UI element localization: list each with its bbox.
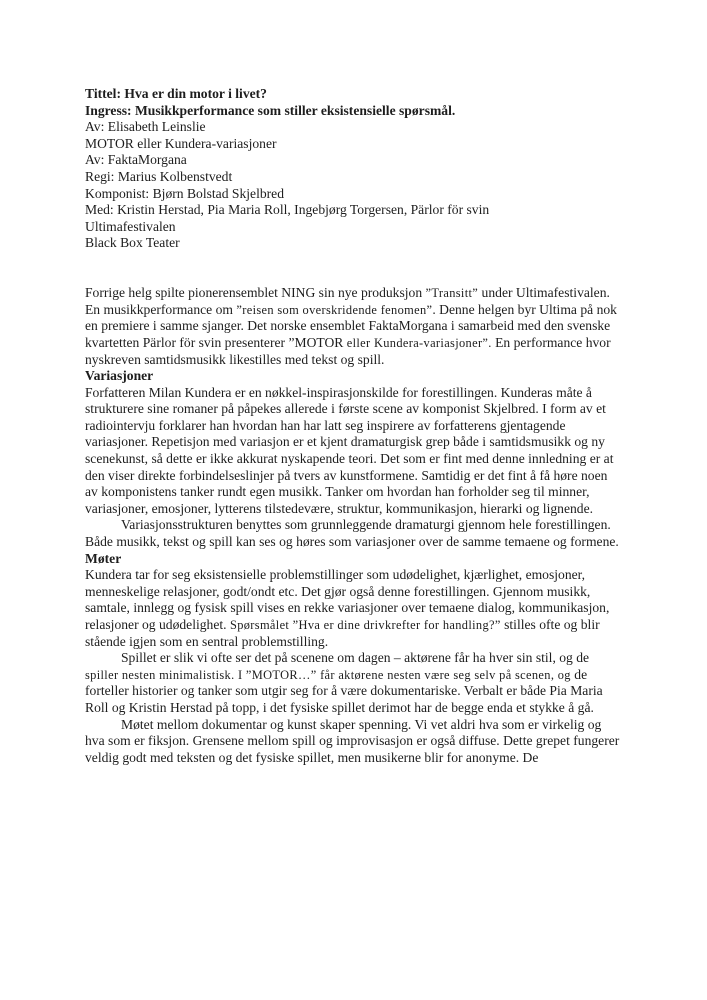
text-run: under Ultimafestivalen. En musikkperformance om <box>85 285 610 317</box>
document-title: Tittel: Hva er din motor i livet? <box>85 86 267 101</box>
credit-line-venue: Black Box Teater <box>85 235 180 251</box>
credit-line-company: Av: FaktaMorgana <box>85 152 187 168</box>
credit-line-director: Regi: Marius Kolbenstvedt <box>85 168 233 184</box>
paragraph-moter-3 <box>85 717 623 767</box>
document-ingress: Ingress: Musikkperformance som stiller eksistensielle spørsmål. <box>85 102 456 118</box>
text-run: Variasjonsstrukturen benyttes som grunnleggende dramaturgi gjennom hele forestillingen. Både musikk, tekst og spill kan ses og høres som variasjoner over de samme temaene og formene. <box>85 517 619 550</box>
credit-line-performers: Med: Kristin Herstad, Pia Maria Roll, Ingebjørg Torgersen, Pärlor för svin <box>85 202 490 218</box>
paragraph-moter-1 <box>85 567 623 650</box>
credit-line-composer: Komponist: Bjørn Bolstad Skjelbred <box>85 185 284 201</box>
text-run: de forteller historier og tanker som utgir seg for å være dokumentariske. Verbalt er både Pia Maria Roll og Kristin Herstad på topp, i det fysiske spillet derimot har de begge enda et stykke å gå. <box>85 666 603 715</box>
credits-block <box>85 136 623 252</box>
text-run: . Denne helgen byr Ultima på nok en premiere i samme sjanger. Det norske ensemblet FaktaMorgana i samarbeid med den svenske kvartetten Pärlor för svin presenterer ”MOTOR <box>85 301 617 350</box>
text-run: Kundera tar for seg eksistensielle problemstillinger som udødelighet, kjærlighet, emosjoner, menneskelige relasjoner, godt/ondt etc. Det gjør også denne forestillingen. Gjennom musikk, samtale, innlegg og fysisk spill vises en rekke variasjoner over temaene dialog, kommunikasjon, relasjoner og udødelighet. <box>85 567 610 632</box>
document-byline: Av: Elisabeth Leinslie <box>85 119 206 135</box>
section-heading-variasjoner: Variasjoner <box>85 368 154 384</box>
text-run: stilles ofte og blir stående igjen som en sentral problemstilling. <box>85 617 600 649</box>
text-run: Møtet mellom dokumentar og kunst skaper spenning. Vi vet aldri hva som er virkelig og hva som er fiksjon. Grensene mellom spill og improvisasjon er også diffuse. Dette grepet fungerer veldig godt med teksten og det fysiske spillet, men musikerne blir for anonyme. De <box>85 716 620 765</box>
text-run: Spillet er slik vi ofte ser det på scenene om dagen – aktørene får ha hver sin stil, og de <box>121 650 590 666</box>
credit-line-production: MOTOR eller Kundera-variasjoner <box>85 135 277 151</box>
text-run: eller Kundera-variasjoner”. <box>346 335 492 350</box>
paragraph-moter-2 <box>85 650 623 716</box>
text-run: ”Transitt” <box>425 286 479 301</box>
text-run: ”reisen som overskridende fenomen” <box>236 302 433 317</box>
text-run: Spørsmålet ”Hva er dine drivkrefter for handling?” <box>229 618 501 632</box>
intro-paragraph <box>85 285 623 368</box>
paragraph-variasjoner-1 <box>85 385 623 518</box>
text-run: Forrige helg spilte pionerensemblet NING sin nye produksjon <box>85 285 426 301</box>
credit-line-festival: Ultimafestivalen <box>85 218 176 234</box>
paragraph-variasjoner-2 <box>85 517 623 550</box>
section-heading-moter: Møter <box>85 550 122 566</box>
text-run: Forfatteren Milan Kundera er en nøkkel-inspirasjonskilde for forestillingen. Kunderas måte å strukturere sine romaner på påpekes allerede i første scene av komponist Skjelbred. I form av et radiointervju forklarer han hvordan han har latt seg inspirere av forfatterens gjentagende variasjoner. Repetisjon med variasjon er et kjent dramaturgisk grep både i samtidsmusikk og ny scenekunst, så dette er ikke akkurat nyskapende teori. Det som er fint med denne innledning er at den viser direkte forbindelseslinjer på tvers av kunstformene. Samtidig er det fint å få høre noen av komponistens tanker rundt egen musikk. Tanker om hvordan han forholder seg til minner, variasjoner, emosjoner, lytterens tilstedevære, struktur, kommunikasjon, hierarki og lignende. <box>85 384 614 516</box>
text-run: En performance hvor nyskreven samtidsmusikk likestilles med tekst og spill. <box>85 334 611 367</box>
text-run: spiller nesten minimalistisk. I ”MOTOR…” får aktørene nesten være seg selv på scenen, og <box>85 667 575 682</box>
